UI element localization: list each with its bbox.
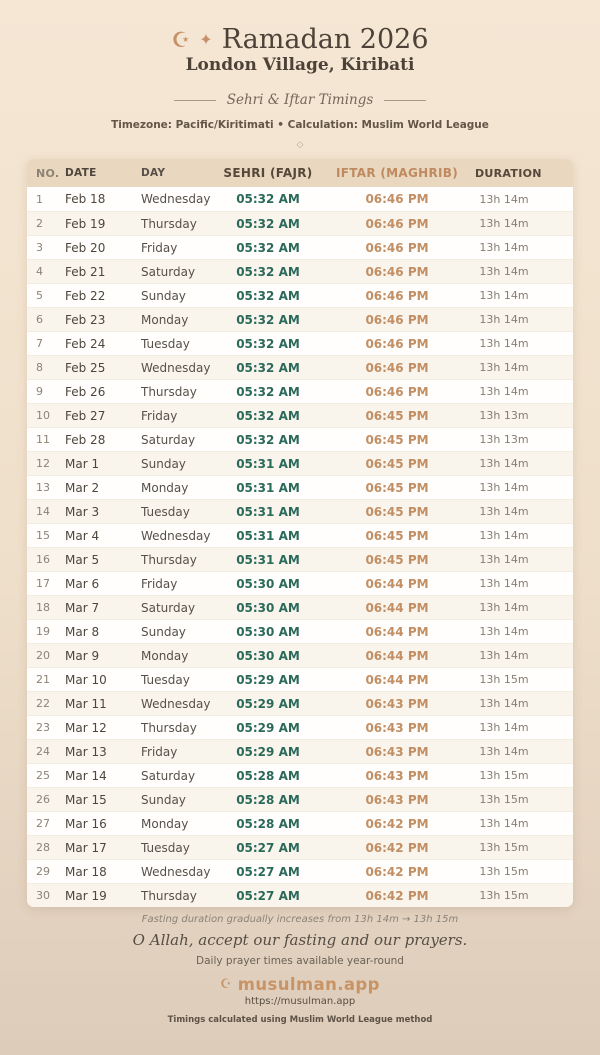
row-day: Thursday (141, 552, 197, 567)
row-sehri-time: 05:28 AM (236, 816, 300, 831)
row-iftar-time: 06:42 PM (365, 864, 429, 879)
row-duration: 13h 14m (479, 217, 529, 231)
row-iftar-time: 06:46 PM (365, 288, 429, 303)
row-iftar-time: 06:44 PM (365, 576, 429, 591)
row-date: Mar 5 (65, 552, 100, 567)
row-day: Monday (141, 816, 189, 831)
row-day: Sunday (141, 288, 186, 303)
row-sehri-time: 05:32 AM (236, 432, 300, 447)
section-divider (0, 92, 600, 108)
table-row (27, 595, 573, 619)
table-row (27, 379, 573, 403)
row-iftar-time: 06:45 PM (365, 456, 429, 471)
row-day: Thursday (141, 216, 197, 231)
row-iftar-time: 06:46 PM (365, 360, 429, 375)
table-row (27, 427, 573, 451)
row-day: Saturday (141, 264, 196, 279)
row-duration: 13h 15m (479, 865, 529, 879)
col-header-day: DAY (141, 167, 166, 180)
row-duration: 13h 14m (479, 481, 529, 495)
row-sehri-time: 05:28 AM (236, 792, 300, 807)
row-iftar-time: 06:42 PM (365, 888, 429, 903)
row-iftar-time: 06:45 PM (365, 480, 429, 495)
row-date: Feb 19 (65, 216, 106, 231)
row-day: Friday (141, 408, 178, 423)
row-day: Sunday (141, 792, 186, 807)
row-date: Feb 24 (65, 336, 106, 351)
row-number: 22 (36, 697, 50, 711)
row-number: 11 (36, 433, 50, 447)
row-sehri-time: 05:32 AM (236, 360, 300, 375)
row-number: 3 (36, 241, 43, 255)
row-iftar-time: 06:46 PM (365, 336, 429, 351)
table-row (27, 835, 573, 859)
title-line (0, 26, 600, 54)
table-body (27, 187, 573, 907)
brand-link[interactable] (0, 975, 600, 994)
row-number: 8 (36, 361, 43, 375)
row-duration: 13h 14m (479, 241, 529, 255)
row-sehri-time: 05:29 AM (236, 720, 300, 735)
timings-table (27, 159, 573, 907)
row-duration: 13h 14m (479, 649, 529, 663)
row-duration: 13h 15m (479, 793, 529, 807)
row-number: 30 (36, 889, 50, 903)
row-date: Mar 16 (65, 816, 107, 831)
row-day: Thursday (141, 384, 197, 399)
row-date: Mar 2 (65, 480, 100, 495)
row-number: 17 (36, 577, 50, 591)
row-iftar-time: 06:45 PM (365, 504, 429, 519)
row-number: 29 (36, 865, 50, 879)
table-row (27, 499, 573, 523)
row-sehri-time: 05:29 AM (236, 672, 300, 687)
row-sehri-time: 05:32 AM (236, 336, 300, 351)
row-sehri-time: 05:31 AM (236, 456, 300, 471)
row-number: 21 (36, 673, 50, 687)
row-date: Feb 22 (65, 288, 106, 303)
divider-line-left (174, 100, 216, 101)
row-duration: 13h 14m (479, 697, 529, 711)
row-date: Mar 12 (65, 720, 107, 735)
page-title: Ramadan 2026 (221, 24, 429, 55)
row-duration: 13h 15m (479, 769, 529, 783)
row-day: Wednesday (141, 696, 211, 711)
row-date: Mar 7 (65, 600, 100, 615)
row-date: Mar 9 (65, 648, 100, 663)
row-number: 6 (36, 313, 43, 327)
row-duration: 13h 13m (479, 409, 529, 423)
table-row (27, 307, 573, 331)
row-day: Thursday (141, 888, 197, 903)
row-day: Saturday (141, 768, 196, 783)
table-row (27, 715, 573, 739)
row-date: Feb 18 (65, 192, 106, 207)
daily-availability-note: Daily prayer times available year-round (196, 955, 404, 968)
row-iftar-time: 06:46 PM (365, 384, 429, 399)
row-number: 23 (36, 721, 50, 735)
calculation-method-note: Timings calculated using Muslim World League method (167, 1015, 433, 1026)
table-row (27, 547, 573, 571)
row-iftar-time: 06:44 PM (365, 624, 429, 639)
row-sehri-time: 05:31 AM (236, 528, 300, 543)
row-date: Feb 23 (65, 312, 106, 327)
row-number: 27 (36, 817, 50, 831)
table-row (27, 475, 573, 499)
row-number: 24 (36, 745, 50, 759)
row-iftar-time: 06:45 PM (365, 528, 429, 543)
fasting-duration-note: Fasting duration gradually increases from 13h 14m → 13h 15m (141, 914, 459, 926)
row-date: Mar 17 (65, 840, 107, 855)
row-number: 10 (36, 409, 50, 423)
row-iftar-time: 06:43 PM (365, 792, 429, 807)
row-duration: 13h 15m (479, 889, 529, 903)
row-number: 9 (36, 385, 43, 399)
row-day: Saturday (141, 432, 196, 447)
row-iftar-time: 06:44 PM (365, 672, 429, 687)
row-sehri-time: 05:30 AM (236, 624, 300, 639)
row-day: Wednesday (141, 360, 211, 375)
row-duration: 13h 13m (479, 433, 529, 447)
row-sehri-time: 05:28 AM (236, 768, 300, 783)
location-subtitle: London Village, Kiribati (185, 55, 415, 76)
row-day: Saturday (141, 600, 196, 615)
table-row (27, 739, 573, 763)
row-number: 2 (36, 217, 43, 231)
row-date: Mar 1 (65, 456, 100, 471)
row-day: Friday (141, 744, 178, 759)
row-day: Sunday (141, 624, 186, 639)
row-date: Mar 18 (65, 864, 107, 879)
row-sehri-time: 05:32 AM (236, 288, 300, 303)
divider-line-right (384, 100, 426, 101)
row-number: 4 (36, 265, 43, 279)
row-number: 14 (36, 505, 50, 519)
row-iftar-time: 06:42 PM (365, 816, 429, 831)
table-row (27, 355, 573, 379)
row-day: Monday (141, 312, 189, 327)
row-date: Mar 3 (65, 504, 100, 519)
table-row (27, 619, 573, 643)
row-duration: 13h 14m (479, 265, 529, 279)
diamond-separator-icon: ◇ (296, 140, 304, 151)
row-number: 7 (36, 337, 43, 351)
row-sehri-time: 05:27 AM (236, 888, 300, 903)
row-date: Feb 27 (65, 408, 106, 423)
row-sehri-time: 05:31 AM (236, 480, 300, 495)
table-row (27, 523, 573, 547)
row-duration: 13h 14m (479, 745, 529, 759)
table-row (27, 235, 573, 259)
row-duration: 13h 14m (479, 457, 529, 471)
row-day: Monday (141, 480, 189, 495)
row-date: Feb 28 (65, 432, 106, 447)
row-number: 20 (36, 649, 50, 663)
row-sehri-time: 05:32 AM (236, 312, 300, 327)
row-day: Tuesday (141, 336, 190, 351)
table-row (27, 763, 573, 787)
brand-name: musulman.app (237, 975, 380, 995)
row-sehri-time: 05:29 AM (236, 696, 300, 711)
row-iftar-time: 06:43 PM (365, 696, 429, 711)
row-duration: 13h 14m (479, 361, 529, 375)
row-date: Feb 20 (65, 240, 106, 255)
timezone-calculation-meta: Timezone: Pacific/Kiritimati • Calculation: Muslim World League (111, 119, 489, 132)
row-sehri-time: 05:32 AM (236, 384, 300, 399)
row-date: Mar 15 (65, 792, 107, 807)
row-sehri-time: 05:29 AM (236, 744, 300, 759)
row-sehri-time: 05:30 AM (236, 648, 300, 663)
row-date: Mar 6 (65, 576, 100, 591)
footer (0, 914, 600, 1055)
row-iftar-time: 06:43 PM (365, 720, 429, 735)
row-date: Mar 13 (65, 744, 107, 759)
row-number: 18 (36, 601, 50, 615)
row-number: 5 (36, 289, 43, 303)
row-number: 25 (36, 769, 50, 783)
row-iftar-time: 06:46 PM (365, 312, 429, 327)
row-day: Friday (141, 240, 178, 255)
row-iftar-time: 06:46 PM (365, 192, 429, 207)
row-iftar-time: 06:44 PM (365, 600, 429, 615)
table-row (27, 259, 573, 283)
row-sehri-time: 05:27 AM (236, 840, 300, 855)
row-date: Mar 8 (65, 624, 100, 639)
table-row (27, 667, 573, 691)
row-duration: 13h 15m (479, 841, 529, 855)
row-date: Mar 14 (65, 768, 107, 783)
row-duration: 13h 14m (479, 337, 529, 351)
row-number: 12 (36, 457, 50, 471)
row-day: Sunday (141, 456, 186, 471)
row-duration: 13h 14m (479, 601, 529, 615)
row-duration: 13h 14m (479, 553, 529, 567)
table-row (27, 187, 573, 211)
brand-crescent-icon: ☪ (220, 977, 232, 993)
table-row (27, 403, 573, 427)
col-header-date: DATE (65, 167, 97, 180)
col-header-duration: DURATION (475, 166, 542, 180)
row-number: 15 (36, 529, 50, 543)
row-date: Feb 21 (65, 264, 106, 279)
col-header-iftar: IFTAR (MAGHRIB) (335, 166, 459, 181)
row-number: 28 (36, 841, 50, 855)
row-number: 1 (36, 192, 43, 206)
row-iftar-time: 06:45 PM (365, 552, 429, 567)
row-duration: 13h 15m (479, 673, 529, 687)
row-day: Tuesday (141, 672, 190, 687)
row-duration: 13h 14m (479, 313, 529, 327)
row-date: Feb 26 (65, 384, 106, 399)
row-sehri-time: 05:30 AM (236, 576, 300, 591)
row-iftar-time: 06:46 PM (365, 216, 429, 231)
table-row (27, 859, 573, 883)
row-sehri-time: 05:31 AM (236, 552, 300, 567)
col-header-sehri: SEHRI (FAJR) (223, 166, 313, 181)
row-duration: 13h 14m (479, 529, 529, 543)
table-header-row (27, 159, 573, 187)
row-iftar-time: 06:44 PM (365, 648, 429, 663)
table-row (27, 883, 573, 907)
row-sehri-time: 05:31 AM (236, 504, 300, 519)
row-day: Monday (141, 648, 189, 663)
header (0, 26, 600, 150)
table-row (27, 571, 573, 595)
row-date: Feb 25 (65, 360, 106, 375)
row-duration: 13h 14m (479, 385, 529, 399)
row-duration: 13h 14m (479, 192, 529, 206)
row-date: Mar 19 (65, 888, 107, 903)
row-iftar-time: 06:45 PM (365, 408, 429, 423)
table-row (27, 331, 573, 355)
row-duration: 13h 14m (479, 289, 529, 303)
row-date: Mar 4 (65, 528, 100, 543)
row-iftar-time: 06:43 PM (365, 744, 429, 759)
table-row (27, 691, 573, 715)
row-sehri-time: 05:27 AM (236, 864, 300, 879)
row-day: Wednesday (141, 864, 211, 879)
sparkle-icon: ✦ (199, 30, 213, 50)
section-label: Sehri & Iftar Timings (226, 92, 374, 109)
row-number: 16 (36, 553, 50, 567)
row-sehri-time: 05:32 AM (236, 192, 300, 207)
dua-text: O Allah, accept our fasting and our prayers. (132, 931, 468, 950)
row-duration: 13h 14m (479, 721, 529, 735)
row-iftar-time: 06:43 PM (365, 768, 429, 783)
row-date: Mar 10 (65, 672, 107, 687)
row-number: 19 (36, 625, 50, 639)
row-iftar-time: 06:46 PM (365, 264, 429, 279)
table-row (27, 211, 573, 235)
row-sehri-time: 05:32 AM (236, 408, 300, 423)
row-iftar-time: 06:45 PM (365, 432, 429, 447)
col-header-no: NO. (36, 166, 60, 180)
row-iftar-time: 06:42 PM (365, 840, 429, 855)
row-sehri-time: 05:32 AM (236, 240, 300, 255)
row-number: 26 (36, 793, 50, 807)
row-day: Wednesday (141, 192, 211, 207)
row-sehri-time: 05:32 AM (236, 216, 300, 231)
crescent-star-icon: ☪ (171, 27, 191, 52)
row-duration: 13h 14m (479, 817, 529, 831)
row-duration: 13h 14m (479, 625, 529, 639)
table-row (27, 451, 573, 475)
table-row (27, 643, 573, 667)
table-row (27, 811, 573, 835)
row-day: Tuesday (141, 504, 190, 519)
row-date: Mar 11 (65, 696, 107, 711)
table-row (27, 283, 573, 307)
table-row (27, 787, 573, 811)
row-day: Friday (141, 576, 178, 591)
row-iftar-time: 06:46 PM (365, 240, 429, 255)
row-day: Tuesday (141, 840, 190, 855)
row-duration: 13h 14m (479, 577, 529, 591)
row-sehri-time: 05:32 AM (236, 264, 300, 279)
row-day: Wednesday (141, 528, 211, 543)
row-number: 13 (36, 481, 50, 495)
brand-url-link[interactable]: https://musulman.app (244, 996, 356, 1008)
row-sehri-time: 05:30 AM (236, 600, 300, 615)
row-day: Thursday (141, 720, 197, 735)
row-duration: 13h 14m (479, 505, 529, 519)
